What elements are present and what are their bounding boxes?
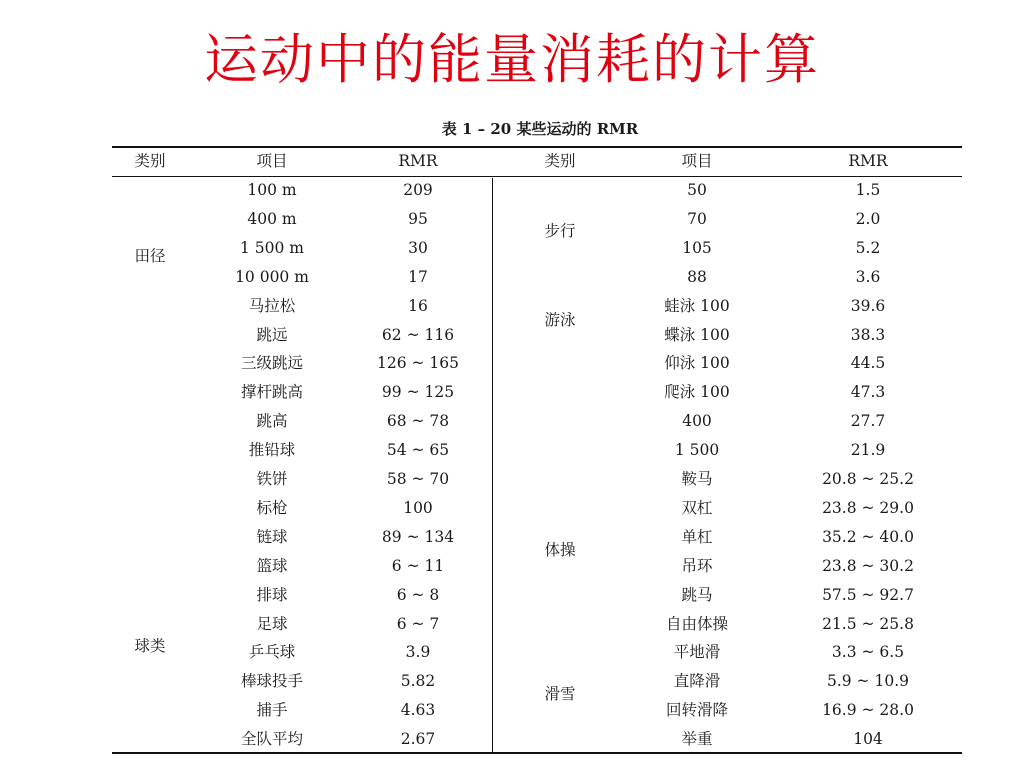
category-label: 田径 — [134, 247, 166, 265]
table-cell-item: 跳马 — [681, 585, 713, 604]
table-cell-rmr: 54 ~ 65 — [386, 441, 450, 460]
table-cell-rmr: 126 ~ 165 — [376, 354, 459, 373]
category-label: 滑雪 — [544, 685, 576, 703]
column-header: 项目 — [256, 152, 288, 170]
table-cell-rmr: 5.82 — [400, 672, 436, 691]
table-cell-item: 全队平均 — [240, 730, 303, 749]
table-cell-rmr: 27.7 — [850, 412, 886, 431]
table-cell-item: 400 — [682, 412, 712, 431]
table-cell-item: 棒球投手 — [240, 672, 303, 691]
table-cell-rmr: 57.5 ~ 92.7 — [822, 585, 914, 604]
table-cell-item: 跳高 — [256, 412, 288, 431]
table-cell-rmr: 16 — [408, 296, 428, 315]
table-cell-item: 排球 — [256, 585, 288, 604]
table-cell-rmr: 44.5 — [850, 354, 886, 373]
table-cell-item: 吊环 — [681, 556, 713, 575]
table-caption: 表 1 – 20 某些运动的 RMR — [441, 120, 639, 138]
table-cell-rmr: 47.3 — [850, 383, 886, 402]
table-cell-item: 10 000 m — [235, 267, 309, 286]
table-cell-rmr: 6 ~ 7 — [396, 614, 440, 633]
table-cell-rmr: 20.8 ~ 25.2 — [822, 470, 914, 488]
table-cell-item: 蝶泳 100 — [664, 325, 730, 344]
table-cell-rmr: 89 ~ 134 — [381, 527, 455, 546]
table-cell-rmr: 5.9 ~ 10.9 — [826, 672, 909, 691]
table-cell-item: 三级跳远 — [240, 354, 303, 373]
column-header: 类别 — [544, 152, 576, 170]
table-cell-rmr: 95 — [408, 209, 428, 228]
column-header: RMR — [398, 152, 438, 170]
table-cell-item: 举重 — [681, 730, 713, 749]
category-label: 游泳 — [544, 311, 576, 329]
table-cell-rmr: 68 ~ 78 — [386, 412, 450, 431]
table-cell-item: 自由体操 — [665, 614, 728, 633]
table-cell-rmr: 17 — [408, 267, 428, 286]
table-cell-item: 双杠 — [681, 498, 713, 517]
table-cell-item: 跳远 — [256, 325, 288, 344]
table-cell-item: 100 m — [247, 181, 297, 199]
table-cell-item: 捕手 — [256, 701, 288, 720]
table-cell-rmr: 39.6 — [850, 296, 886, 315]
category-label: 体操 — [544, 541, 576, 559]
table-cell-item: 铁饼 — [256, 470, 288, 488]
slide-title: 运动中的能量消耗的计算 — [204, 28, 820, 91]
table-cell-rmr: 3.3 ~ 6.5 — [831, 643, 905, 662]
column-header: 项目 — [681, 152, 713, 170]
table-cell-item: 马拉松 — [248, 296, 296, 315]
table-cell-rmr: 5.2 — [855, 238, 881, 257]
table-cell-rmr: 3.6 — [855, 267, 881, 286]
table-cell-rmr: 6 ~ 11 — [391, 556, 445, 575]
table-cell-item: 50 — [687, 181, 707, 199]
table-cell-rmr: 21.9 — [850, 441, 886, 460]
table-cell-item: 直降滑 — [673, 672, 721, 691]
table-cell-rmr: 100 — [403, 498, 433, 517]
table-cell-rmr: 21.5 ~ 25.8 — [822, 614, 914, 633]
table-cell-item: 鞍马 — [681, 470, 713, 488]
table-cell-item: 1 500 — [674, 441, 720, 460]
table-cell-item: 足球 — [256, 614, 288, 633]
table-header-rule — [112, 176, 962, 177]
table-cell-item: 70 — [687, 209, 707, 228]
column-header: RMR — [848, 152, 888, 170]
table-cell-item: 回转滑降 — [665, 701, 728, 720]
table-cell-rmr: 38.3 — [850, 325, 886, 344]
table-cell-rmr: 104 — [853, 730, 883, 749]
table-cell-rmr: 99 ~ 125 — [381, 383, 455, 402]
table-cell-item: 400 m — [247, 209, 297, 228]
table-cell-item: 蛙泳 100 — [664, 296, 730, 315]
table-cell-rmr: 3.9 — [405, 643, 431, 662]
table-cell-item: 88 — [687, 267, 707, 286]
table-cell-item: 撑杆跳高 — [240, 383, 303, 402]
table-middle-divider — [492, 178, 493, 752]
table-cell-rmr: 23.8 ~ 29.0 — [822, 498, 914, 517]
category-label: 球类 — [134, 637, 166, 655]
table-cell-rmr: 62 ~ 116 — [381, 325, 455, 344]
table-cell-rmr: 16.9 ~ 28.0 — [822, 701, 914, 720]
table-cell-item: 平地滑 — [673, 643, 721, 662]
table-cell-rmr: 23.8 ~ 30.2 — [822, 556, 914, 575]
table-cell-item: 单杠 — [681, 527, 713, 546]
table-cell-rmr: 30 — [408, 238, 428, 257]
table-cell-rmr: 6 ~ 8 — [396, 585, 440, 604]
table-cell-rmr: 2.0 — [855, 209, 881, 228]
table-cell-item: 链球 — [256, 527, 288, 546]
table-cell-item: 推铅球 — [248, 441, 296, 460]
table-cell-rmr: 58 ~ 70 — [386, 470, 450, 488]
table-cell-item: 标枪 — [256, 498, 288, 517]
table-top-rule — [112, 146, 962, 148]
table-cell-item: 仰泳 100 — [664, 354, 730, 373]
table-cell-rmr: 2.67 — [400, 730, 436, 749]
table-cell-item: 乒乓球 — [248, 643, 296, 662]
table-cell-rmr: 4.63 — [400, 701, 436, 720]
table-cell-item: 篮球 — [256, 556, 288, 575]
table-bottom-rule — [112, 752, 962, 754]
table-cell-rmr: 35.2 ~ 40.0 — [822, 527, 914, 546]
column-header: 类别 — [134, 152, 166, 170]
table-cell-rmr: 1.5 — [855, 181, 881, 199]
table-cell-item: 爬泳 100 — [664, 383, 730, 402]
category-label: 步行 — [544, 222, 576, 240]
table-cell-rmr: 209 — [403, 181, 433, 199]
table-cell-item: 105 — [682, 238, 712, 257]
table-cell-item: 1 500 m — [240, 238, 304, 257]
